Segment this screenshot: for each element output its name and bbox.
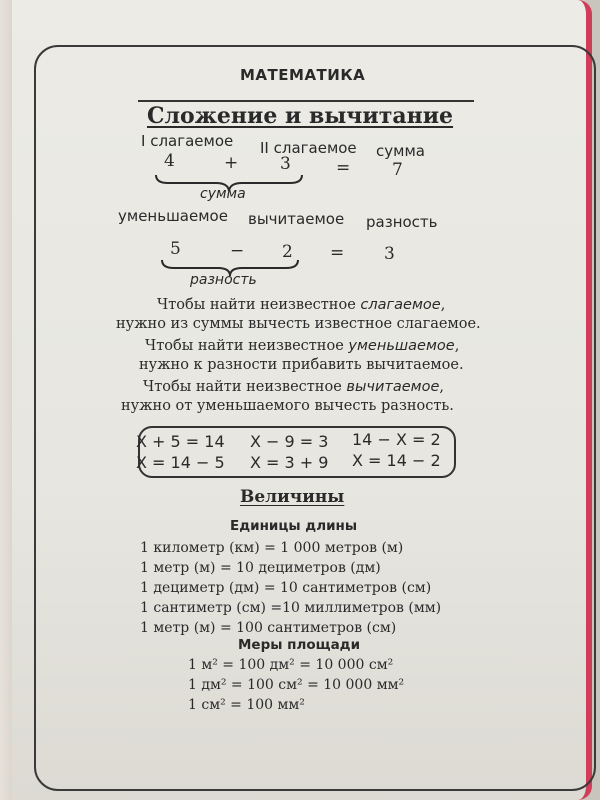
length-units-heading: Единицы длины [230,518,358,534]
area-unit-line: 1 м² = 100 дм² = 10 000 см² [188,657,394,673]
rule-3-line-1: Чтобы найти неизвестное вычитаемое, [143,379,444,395]
example-3-equation: 14 − X = 2 [352,430,441,449]
example-1-equation: X + 5 = 14 [136,432,225,451]
subtraction-equals: = [330,243,345,263]
example-2-solution: X = 3 + 9 [250,453,329,472]
addition-result: 7 [392,160,403,180]
rule-1-line-2: нужно из суммы вычесть известное слагаемое. [116,316,481,332]
rule-3-line-2: нужно от уменьшаемого вычесть разность. [121,398,454,414]
length-unit-line: 1 сантиметр (см) =10 миллиметров (мм) [140,600,442,616]
addition-operand-a: 4 [164,151,175,171]
subtraction-result: 3 [384,244,395,264]
area-unit-line: 1 см² = 100 мм² [188,697,305,713]
rule-2-line-2: нужно к разности прибавить вычитаемое. [139,357,464,373]
addition-brace-label: сумма [200,186,246,202]
addition-equals: = [336,158,351,178]
label-addend-1: I слагаемое [141,132,234,150]
length-unit-line: 1 метр (м) = 10 дециметров (дм) [140,560,381,576]
label-minuend: уменьшаемое [118,207,228,225]
subtraction-brace-label: разность [190,272,257,288]
subtraction-operand-b: 2 [282,242,293,262]
book-page [12,0,592,800]
rule-1-line-1: Чтобы найти неизвестное слагаемое, [157,297,446,313]
area-unit-line: 1 дм² = 100 см² = 10 000 мм² [188,677,405,693]
addition-operand-b: 3 [280,154,291,174]
label-addend-2: II слагаемое [260,139,357,157]
section-header-rule [138,100,474,102]
addition-subtraction-title: Сложение и вычитание [147,103,454,129]
subtraction-operand-a: 5 [170,239,181,259]
subtraction-operator: − [230,241,245,261]
section-header: МАТЕМАТИКА [240,66,366,84]
example-2-equation: X − 9 = 3 [250,432,329,451]
quantities-title: Величины [240,487,345,507]
example-1-solution: X = 14 − 5 [136,453,225,472]
label-difference: разность [366,213,438,231]
length-unit-line: 1 метр (м) = 100 сантиметров (см) [140,620,397,636]
label-subtrahend: вычитаемое [248,210,345,228]
area-units-heading: Меры площади [238,637,361,653]
rule-2-line-1: Чтобы найти неизвестное уменьшаемое, [145,338,460,354]
length-unit-line: 1 километр (км) = 1 000 метров (м) [140,540,404,556]
length-unit-line: 1 дециметр (дм) = 10 сантиметров (см) [140,580,432,596]
label-sum: сумма [376,142,425,160]
example-3-solution: X = 14 − 2 [352,451,441,470]
addition-operator: + [224,153,239,173]
